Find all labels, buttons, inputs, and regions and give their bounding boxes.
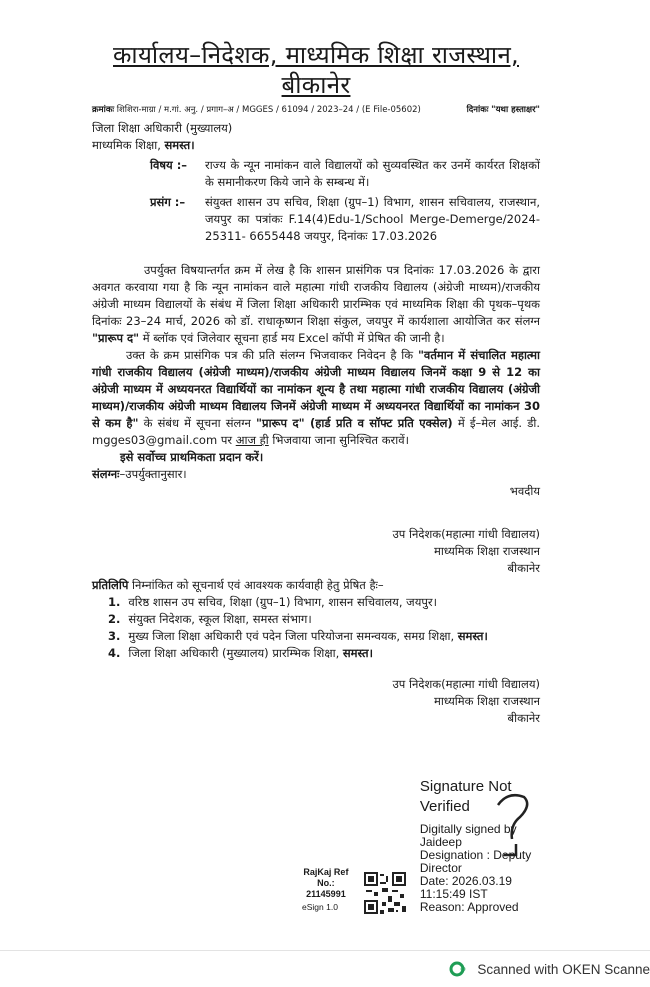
para1-rest: में ब्लॉक एवं जिलेवार सूचना हार्ड मय Excel कॉपी में प्रेषित की जानी है। — [139, 331, 445, 345]
subject-line2: के समानीकरण किये जाने के सम्बन्ध में। — [205, 175, 370, 189]
ref-label: क्रमांकः — [92, 105, 115, 115]
esign-block — [302, 777, 540, 914]
signatory-city: बीकानेर — [507, 561, 540, 575]
yours-faithfully: भवदीय — [509, 484, 540, 498]
rajkaj-ref — [302, 867, 350, 900]
text-seg: में ई–मेल आई. डी. — [452, 416, 540, 430]
spacer — [92, 248, 540, 262]
paragraph-2 — [92, 347, 540, 449]
addressee-prefix: माध्यमिक शिक्षा, — [92, 138, 165, 152]
para1-line2: अवगत करवाया गया है कि न्यून नामांकन वाले महात्मा गांधी राजकीय विद्यालय (अंग्रेजी माध्यम)/राजकीय — [92, 280, 540, 294]
email-address: mgges03@gmail.com — [92, 433, 218, 447]
letter-date — [467, 104, 540, 116]
scanner-watermark: Scanned with OKEN Scanne — [477, 961, 650, 977]
addressee-line2 — [92, 137, 540, 154]
item-text: वरिष्ठ शासन उप सचिव, शिक्षा (ग्रुप–1) विभाग, शासन सचिवालय, जयपुर। — [128, 595, 437, 609]
signatory-dept: माध्यमिक शिक्षा राजस्थान — [433, 544, 540, 558]
para1-line4: दिनांकः 23–24 मार्च, 2026 को डॉ. राधाकृष्णन शिक्षा संकुल, जयपुर में कार्यशाला आयोजित कर संलग्न — [92, 314, 540, 328]
copy-item-4 — [108, 645, 540, 662]
reference-line1: संयुक्त शासन उप सचिव, शिक्षा (ग्रुप–1) विभाग, शासन सचिवालय, राजस्थान, — [205, 195, 540, 209]
signature-status: Signature Not Verified — [419, 778, 512, 815]
text-seg: के संबंध में सूचना संलग्न — [138, 416, 257, 430]
format-d-bold: "प्रारूप द" — [92, 331, 140, 345]
copy-item-2 — [108, 611, 540, 628]
signatory2-city: बीकानेर — [507, 711, 540, 725]
rajkaj-label: RajKaj Ref No.: — [303, 867, 349, 888]
item-number: 2. — [108, 612, 121, 626]
para2-normal: उक्त के क्रम प्रासंगिक पत्र की प्रति संलग्न भिजवाकर निवेदन है कि — [126, 348, 418, 362]
reference-section — [150, 194, 540, 245]
signatory2-designation: उप निदेशक(महात्मा गांधी विद्यालय) — [392, 677, 540, 691]
para2-bold: "वर्तमान में संचालित महात्मा — [417, 348, 541, 362]
bold-seg: से कम है" — [92, 416, 139, 430]
copy-intro — [92, 577, 540, 594]
sign-date: Date: 2026.03.19 11:15:49 IST — [419, 874, 512, 901]
enclosure-label: संलग्नः — [92, 467, 120, 481]
text-seg: पर — [217, 433, 236, 447]
esign-version: eSign 1.0 — [302, 902, 338, 912]
copy-text: निम्नांकित को सूचनार्थ एवं आवश्यक कार्यवाही हेतु प्रेषित हैः– — [128, 578, 384, 592]
reference-number — [92, 104, 421, 116]
copy-label: प्रतिलिपि — [92, 578, 129, 592]
item-text: मुख्य जिला शिक्षा अधिकारी एवं पदेन जिला परियोजना समन्वयक, समग्र शिक्षा, — [128, 629, 458, 643]
item-number: 3. — [108, 629, 121, 643]
date-value: "यथा हस्ताक्षर" — [491, 105, 540, 115]
reference-line2: जयपुर का पत्रांकः F.14(4)Edu-1/School Merge-Demerge/2024-25311- — [205, 212, 540, 243]
scanner-footer — [0, 950, 650, 987]
qr-code-icon — [364, 872, 406, 914]
office-title: कार्यालय–निदेशक, माध्यमिक शिक्षा राजस्थान, बीकानेर — [113, 41, 519, 99]
addressee-line1: जिला शिक्षा अधिकारी (मुख्यालय) — [92, 121, 233, 135]
item-bold: समस्त। — [342, 646, 373, 660]
addressee-bold: समस्त। — [164, 138, 195, 152]
question-mark-icon — [490, 789, 540, 859]
copy-item-3 — [108, 628, 540, 645]
para2-line4: माध्यम)/राजकीय अंग्रेजी माध्यम विद्यालय जिनमें अंग्रेजी माध्यम में अध्ययनरत विद्यार्थियों का नामांकन 30 — [92, 399, 540, 413]
item-number: 4. — [108, 646, 121, 660]
signer-designation: Designation : Deputy Director — [419, 848, 532, 875]
reference-label: प्रसंग :– — [150, 195, 186, 209]
rajkaj-block — [302, 867, 350, 914]
signed-by: Digitally signed by Jaideep — [419, 822, 517, 849]
oken-scanner-logo-icon — [449, 961, 467, 977]
spacer — [92, 500, 540, 526]
sign-reason: Reason: Approved — [419, 900, 519, 914]
bold-seg: "प्रारूप द" (हार्ड प्रति व सॉफ्ट प्रति एक्सेल) — [256, 416, 453, 430]
subject-line1: राज्य के न्यून नामांकन वाले विद्यालयों को सुव्यवस्थित कर उनमें कार्यरत शिक्षकों — [205, 158, 540, 172]
item-bold: समस्त। — [457, 629, 488, 643]
signature-details — [420, 777, 540, 914]
spacer — [92, 662, 540, 676]
copy-list — [92, 594, 540, 662]
para2-line3: अंग्रेजी माध्यम में अध्ययनरत विद्यार्थियों का नामांकन शून्य है तथा महात्मा गांधी राजकीय विद्यालय (अंग्रेजी — [92, 382, 540, 396]
priority-note: इसे सर्वोच्च प्राथमिकता प्रदान करें। — [120, 450, 264, 464]
subject-section — [150, 157, 540, 191]
ref-value: शिशिरा-माग्रा / म.गां. अनु. / प्रगाग–अ / MGGES / 61094 / 2023–24 / (E File-05602) — [116, 105, 421, 115]
item-text: संयुक्त निदेशक, स्कूल शिक्षा, समस्त संभाग। — [128, 612, 312, 626]
enclosure — [92, 466, 540, 483]
enclosure-value: –उपर्युक्तानुसार। — [119, 467, 187, 481]
signatory-designation: उप निदेशक(महात्मा गांधी विद्यालय) — [392, 527, 540, 541]
reference-row — [92, 104, 540, 116]
copy-item-1 — [108, 594, 540, 611]
subject-text — [205, 157, 540, 191]
rajkaj-number: 21145991 — [306, 889, 346, 899]
item-text: जिला शिक्षा अधिकारी (मुख्यालय) प्रारम्भिक शिक्षा, — [128, 646, 343, 660]
para1-line3: अंग्रेजी माध्यम विद्यालयों के संबंध में जिला शिक्षा अधिकारी प्रारम्भिक एवं माध्यमिक शिक्षा की पृथक–पृथक — [92, 297, 540, 311]
item-number: 1. — [108, 595, 121, 609]
para1-line1: उपर्युक्त विषयान्तर्गत क्रम में लेख है कि शासन प्रासंगिक पत्र दिनांकः 17.03.2026 के द्वारा — [144, 263, 540, 277]
text-seg: भिजवाया जाना सुनिश्चित करावें। — [268, 433, 409, 447]
today-underlined: आज ही — [235, 433, 269, 447]
reference-text — [205, 194, 540, 245]
paragraph-1 — [92, 262, 540, 347]
subject-label: विषय :– — [150, 158, 188, 172]
reference-line3: 6655448 जयपुर, दिनांकः 17.03.2026 — [249, 229, 438, 243]
para2-line2: गांधी राजकीय विद्यालय (अंग्रेजी माध्यम)/राजकीय अंग्रेजी माध्यम विद्यालय जिनमें कक्षा 9 से 12 का — [92, 365, 540, 379]
signatory2-dept: माध्यमिक शिक्षा राजस्थान — [433, 694, 540, 708]
date-label: दिनांकः — [466, 105, 489, 115]
